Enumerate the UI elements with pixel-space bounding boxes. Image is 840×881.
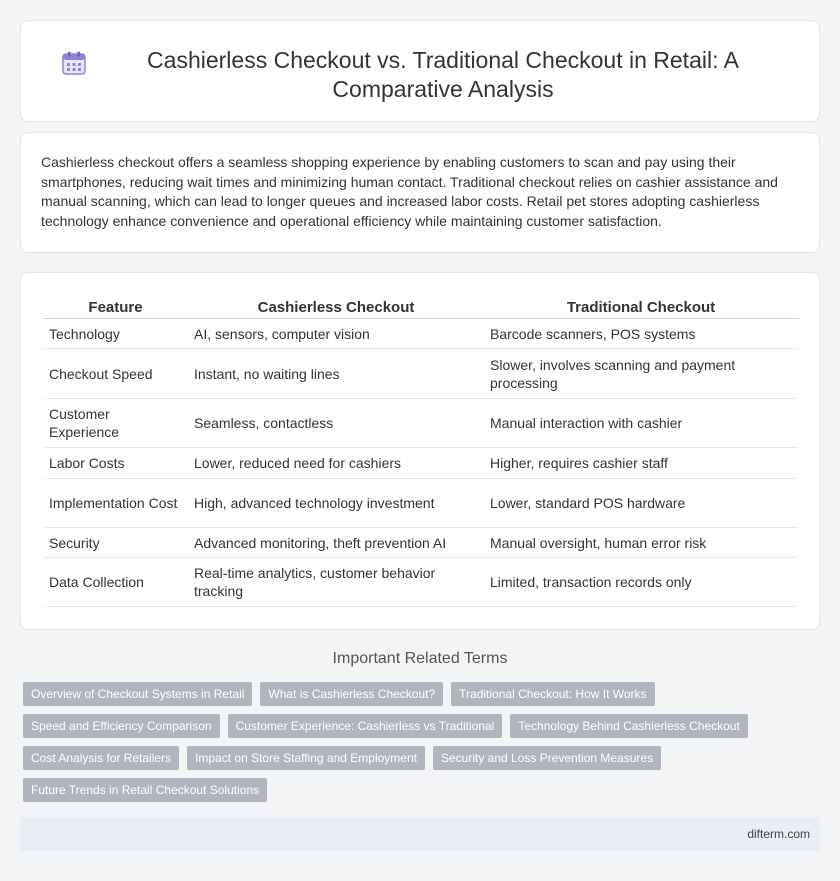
footer-site-link[interactable]: difterm.com (747, 827, 810, 841)
traditional-cell: Lower, standard POS hardware (484, 479, 798, 528)
cashierless-cell: Lower, reduced need for cashiers (188, 448, 484, 479)
header-traditional: Traditional Checkout (484, 296, 798, 319)
related-term-tag[interactable]: Speed and Efficiency Comparison (23, 714, 220, 738)
feature-cell: Labor Costs (43, 448, 188, 479)
cashierless-cell: Instant, no waiting lines (188, 349, 484, 399)
tag-row (23, 778, 823, 802)
related-term-tag[interactable]: Technology Behind Cashierless Checkout (510, 714, 747, 738)
table-row (43, 399, 798, 448)
cashierless-cell: Seamless, contactless (188, 399, 484, 448)
footer (20, 817, 820, 851)
feature-cell: Data Collection (43, 558, 188, 607)
related-term-tag[interactable]: Customer Experience: Cashierless vs Traditional (228, 714, 503, 738)
related-term-tag[interactable]: Traditional Checkout: How It Works (451, 682, 654, 706)
table-row (43, 528, 798, 558)
related-term-tag[interactable]: Security and Loss Prevention Measures (433, 746, 661, 770)
header-cashierless: Cashierless Checkout (188, 296, 484, 319)
related-term-tag[interactable]: Impact on Store Staffing and Employment (187, 746, 425, 770)
feature-cell: Customer Experience (43, 399, 188, 448)
page-title: Cashierless Checkout vs. Traditional Checkout in Retail: A Comparative Analysis (147, 47, 739, 102)
related-terms-tags (23, 682, 823, 810)
table-header-row (43, 296, 798, 319)
cashierless-cell: AI, sensors, computer vision (188, 319, 484, 349)
table-row (43, 448, 798, 479)
related-term-tag[interactable]: Overview of Checkout Systems in Retail (23, 682, 252, 706)
traditional-cell: Higher, requires cashier staff (484, 448, 798, 479)
related-term-tag[interactable]: What is Cashierless Checkout? (260, 682, 443, 706)
traditional-cell: Manual interaction with cashier (484, 399, 798, 448)
traditional-cell: Slower, involves scanning and payment processing (484, 349, 798, 399)
cashierless-cell: Real-time analytics, customer behavior tracking (188, 558, 484, 607)
related-term-tag[interactable]: Cost Analysis for Retailers (23, 746, 179, 770)
tag-row (23, 682, 823, 706)
comparison-table (43, 296, 798, 607)
related-term-tag[interactable]: Future Trends in Retail Checkout Solutions (23, 778, 267, 802)
table-row (43, 479, 798, 528)
feature-cell: Technology (43, 319, 188, 349)
feature-cell: Security (43, 528, 188, 558)
intro-card (20, 132, 820, 253)
table-row (43, 319, 798, 349)
cashierless-cell: Advanced monitoring, theft prevention AI (188, 528, 484, 558)
calendar-icon (61, 50, 87, 76)
header-feature: Feature (43, 296, 188, 319)
tag-row (23, 746, 823, 770)
related-terms-title: Important Related Terms (332, 650, 508, 667)
comparison-table-card (20, 272, 820, 630)
intro-paragraph: Cashierless checkout offers a seamless shopping experience by enabling customers to scan and pay using their smartphones, reducing wait times and minimizing human contact. Traditional checkout relies on cashier assistance and manual scanning, which can lead to longer queues and increased labor costs. Retail pet stores adopting cashierless technology enhance convenience and operational efficiency while maintaining customer satisfaction. (41, 154, 778, 229)
traditional-cell: Barcode scanners, POS systems (484, 319, 798, 349)
feature-cell: Implementation Cost (43, 479, 188, 528)
tag-row (23, 714, 823, 738)
traditional-cell: Limited, transaction records only (484, 558, 798, 607)
feature-cell: Checkout Speed (43, 349, 188, 399)
header-card (20, 20, 820, 122)
table-row (43, 349, 798, 399)
table-row (43, 558, 798, 607)
traditional-cell: Manual oversight, human error risk (484, 528, 798, 558)
cashierless-cell: High, advanced technology investment (188, 479, 484, 528)
